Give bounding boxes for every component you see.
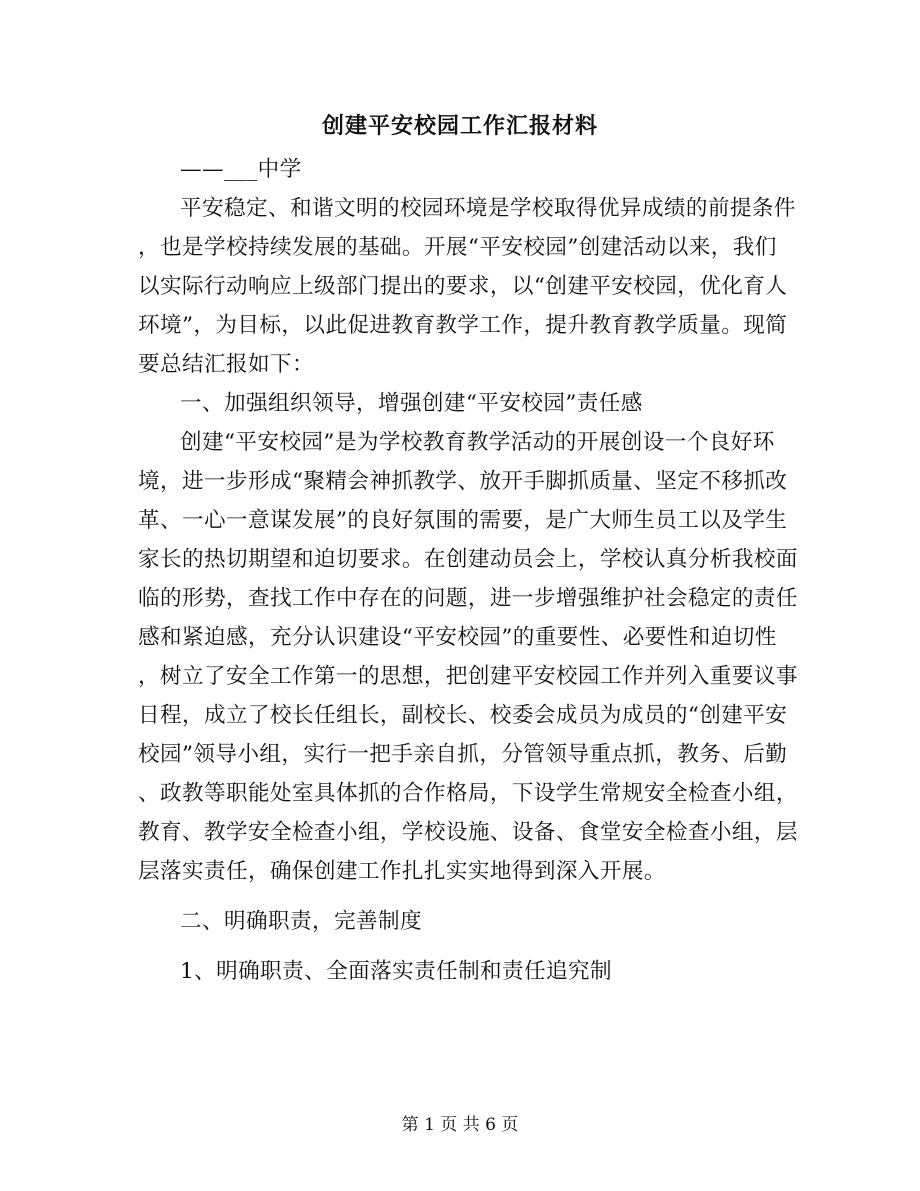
section1-line: 创建“平安校园”是为学校教育教学活动的开展创设一个良好环 [180, 430, 775, 455]
document-body [138, 150, 798, 991]
intro-line: 平安稳定、和谐文明的校园环境是学校取得优异成绩的前提条件 [180, 196, 796, 221]
section1-line: 校园”领导小组，实行一把手亲自抓，分管领导重点抓，教务、后勤 [138, 742, 788, 767]
intro-line: 要总结汇报如下： [138, 352, 314, 377]
section1-line: 教育、教学安全检查小组，学校设施、设备、食堂安全检查小组，层 [138, 820, 798, 845]
section1-line: 、政教等职能处室具体抓的合作格局，下设学生常规安全检查小组， [138, 781, 798, 806]
section1-line: ，树立了安全工作第一的思想，把创建平安校园工作并列入重要议事 [138, 664, 798, 689]
section-heading-2: 二、明确职责，完善制度 [180, 909, 422, 934]
section1-line: 家长的热切期望和迫切要求。在创建动员会上，学校认真分析我校面 [138, 547, 798, 572]
section1-line: 境，进一步形成“聚精会神抓教学、放开手脚抓质量、坚定不移抓改 [138, 469, 788, 494]
page-footer [0, 1110, 920, 1140]
intro-line: 环境”，为目标，以此促进教育教学工作，提升教育教学质量。现简 [138, 313, 788, 338]
intro-line: ，也是学校持续发展的基础。开展“平安校园”创建活动以来，我们 [138, 235, 777, 260]
document-title: 创建平安校园工作汇报材料 [321, 113, 598, 139]
section1-line: 临的形势，查找工作中存在的问题，进一步增强维护社会稳定的责任 [138, 586, 798, 611]
section2-item-1: 1、明确职责、全面落实责任制和责任追究制 [180, 959, 613, 984]
section1-line: 日程，成立了校长任组长，副校长、校委会成员为成员的“创建平安 [138, 703, 788, 728]
section-heading-1: 一、加强组织领导，增强创建“平安校园”责任感 [180, 391, 643, 416]
section1-line: 感和紧迫感，充分认识建设“平安校园”的重要性、必要性和迫切性 [138, 625, 777, 650]
page-number-label: 第 1 页 共 6 页 [401, 1115, 519, 1135]
section1-line: 层落实责任，确保创建工作扎扎实实地得到深入开展。 [138, 859, 666, 884]
byline: ——___中学 [180, 157, 302, 182]
intro-line: 以实际行动响应上级部门提出的要求，以“创建平安校园，优化育人 [138, 274, 788, 299]
section1-line: 革、一心一意谋发展”的良好氛围的需要，是广大师生员工以及学生 [138, 508, 788, 533]
